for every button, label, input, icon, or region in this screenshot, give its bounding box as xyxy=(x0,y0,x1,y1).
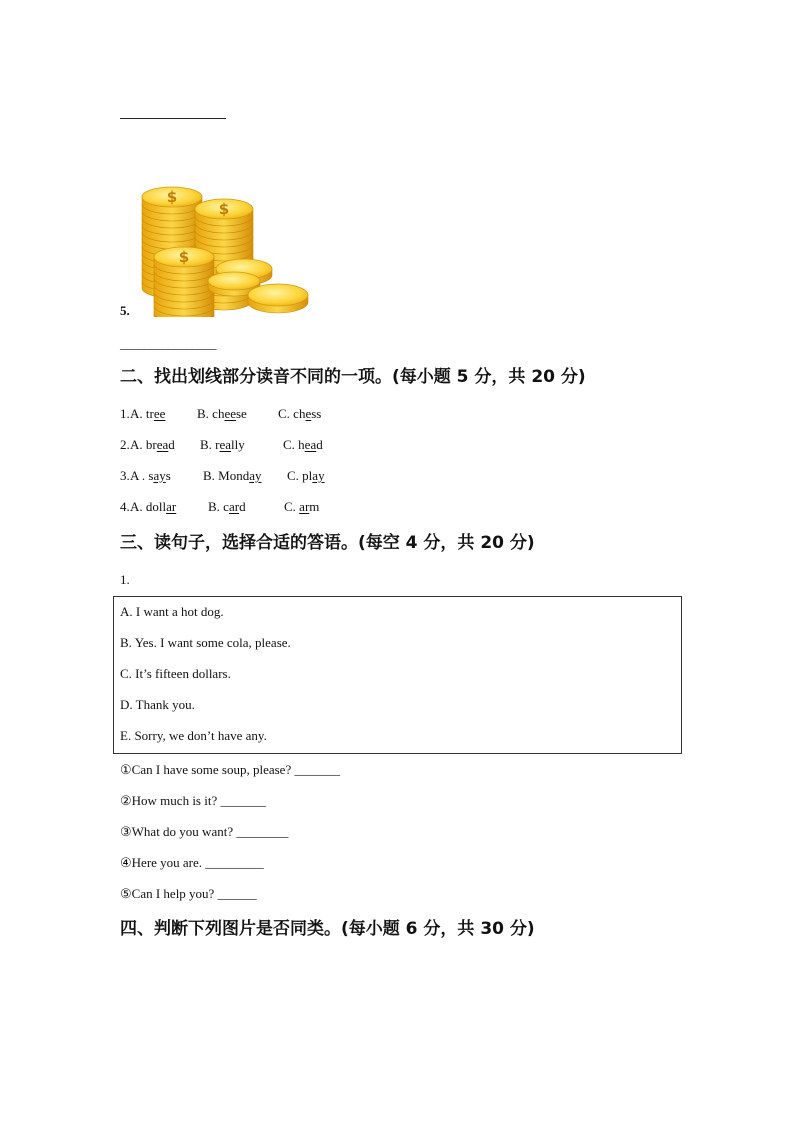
coin-face xyxy=(208,272,260,290)
option-a: A. bread xyxy=(130,437,175,452)
underlined-letters: ee xyxy=(224,406,236,421)
option-b: B. card xyxy=(208,499,246,514)
underlined-letters: ee xyxy=(153,406,166,421)
underlined-letters: ay xyxy=(153,468,166,483)
question-item[interactable]: ⑤Can I help you? ______ xyxy=(120,886,257,901)
dollar-sign-icon: $ xyxy=(218,200,230,218)
underlined-letters: ea xyxy=(304,437,317,452)
section-4-heading: 四、判断下列图片是否同类。(每小题 6 分，共 30 分) xyxy=(120,919,535,939)
underlined-letters: ar xyxy=(166,499,177,514)
underlined-letters: ar xyxy=(228,499,240,514)
item-number: 2. xyxy=(120,437,130,452)
option-b: B. really xyxy=(200,437,245,452)
option-b: B. Monday xyxy=(203,468,262,483)
option-c: C. play xyxy=(287,468,325,483)
underlined-letters: ea xyxy=(156,437,169,452)
option-b: B. cheese xyxy=(197,406,247,421)
answer-option: D. Thank you. xyxy=(120,697,195,712)
section-3-heading: 三、读句子，选择合适的答语。(每空 4 分，共 20 分) xyxy=(120,533,535,553)
answer-blank-line[interactable] xyxy=(120,118,226,119)
option-a: A. dollar xyxy=(130,499,177,514)
coin-face xyxy=(248,284,308,306)
section-2-heading: 二、找出划线部分读音不同的一项。(每小题 5 分，共 20 分) xyxy=(120,367,586,387)
gold-coins-image xyxy=(138,163,310,317)
question-item[interactable]: ①Can I have some soup, please? _______ xyxy=(120,762,340,777)
underlined-letters: ay xyxy=(249,468,262,483)
underlined-letters: e xyxy=(305,406,312,421)
answer-option: E. Sorry, we don’t have any. xyxy=(120,728,267,743)
question-number: 5. xyxy=(120,303,130,318)
dollar-sign-icon: $ xyxy=(166,188,178,206)
answer-option: B. Yes. I want some cola, please. xyxy=(120,635,291,650)
item-number: 3. xyxy=(120,468,130,483)
question-item[interactable]: ②How much is it? _______ xyxy=(120,793,266,808)
item-number: 4. xyxy=(120,499,130,514)
underlined-letters: ea xyxy=(219,437,232,452)
option-c: C. head xyxy=(283,437,323,452)
question-item[interactable]: ③What do you want? ________ xyxy=(120,824,289,839)
option-a: A . says xyxy=(130,468,171,483)
answer-option: C. It’s fifteen dollars. xyxy=(120,666,231,681)
option-c: C. arm xyxy=(284,499,320,514)
underlined-letters: ar xyxy=(299,499,310,514)
item-number: 1. xyxy=(120,406,130,421)
answer-option: A. I want a hot dog. xyxy=(120,604,224,619)
dollar-sign-icon: $ xyxy=(178,248,190,266)
question-number: 1. xyxy=(120,572,130,587)
underlined-letters: ay xyxy=(312,468,325,483)
question-item[interactable]: ④Here you are. _________ xyxy=(120,855,264,870)
answer-blank[interactable]: ________________ xyxy=(120,336,216,351)
option-a: A. tree xyxy=(130,406,166,421)
option-c: C. chess xyxy=(278,406,322,421)
